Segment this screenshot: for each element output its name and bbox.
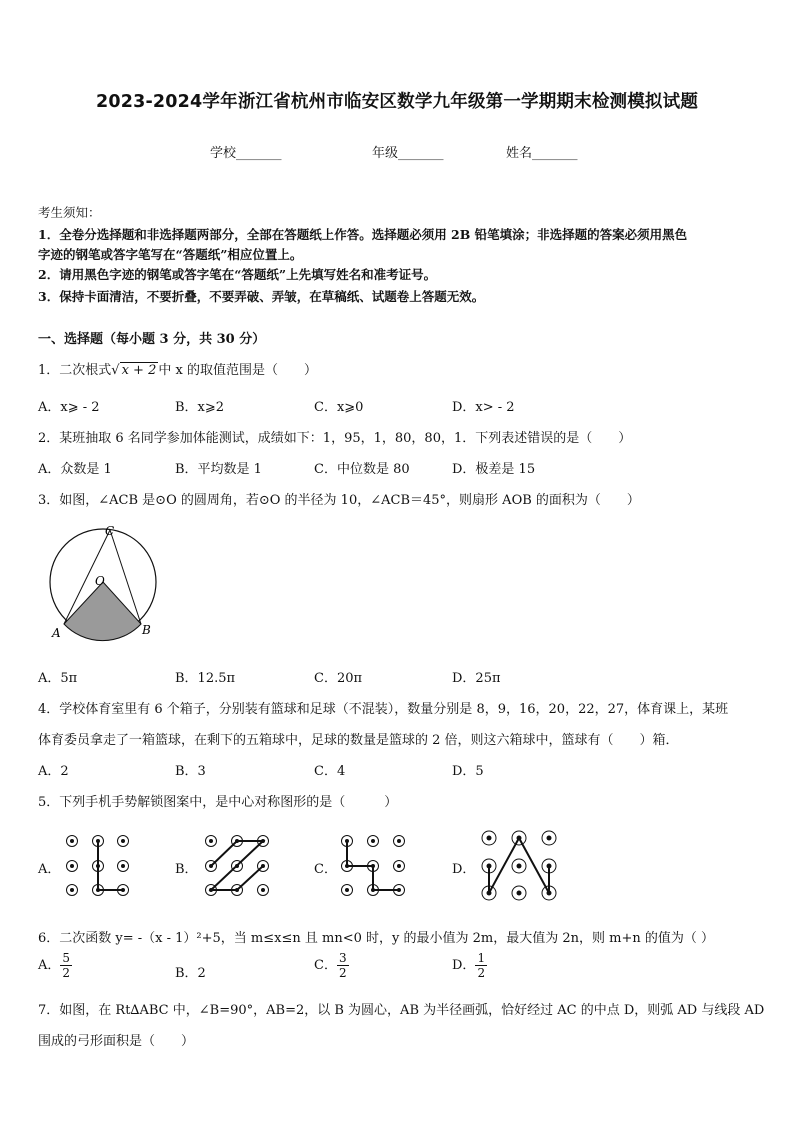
circle-figure <box>44 520 164 644</box>
q1-option-c: C．x⩾0 <box>314 400 364 415</box>
q1-prefix: 1．二次根式 <box>38 363 112 378</box>
notice-item-1-line-1: 1．全卷分选择题和非选择题两部分，全部在答题纸上作答。选择题必须用 2B 铅笔填涂；非选择题的答案必须用黑色 <box>38 227 688 242</box>
q2-option-b: B．平均数是 1 <box>175 462 262 477</box>
q6-option-c-label: C． <box>314 958 337 973</box>
unlock-pattern-a <box>62 830 132 900</box>
grade-field: 年级_______ <box>372 146 444 161</box>
q4-option-d: D．5 <box>452 764 484 779</box>
question-4-line-2: 体育委员拿走了一箱篮球，在剩下的五箱球中，足球的数量是篮球的 2 倍，则这六箱球中，篮球有（ ）箱． <box>38 733 679 748</box>
q3-option-b: B．12.5π <box>175 671 236 686</box>
question-7-line-1: 7．如图，在 Rt∆ABC 中，∠B=90°，AB=2，以 B 为圆心，AB 为半径画弧，恰好经过 AC 的中点 D，则弧 AD 与线段 AD <box>38 1003 765 1018</box>
page-title: 2023-2024学年浙江省杭州市临安区数学九年级第一学期期末检测模拟试题 <box>95 92 699 112</box>
q5-option-c-label: C． <box>314 862 337 877</box>
fraction-numerator: 5 <box>62 951 71 965</box>
sqrt-sign: √ <box>111 363 120 378</box>
q5-option-d-label: D． <box>452 862 476 877</box>
q6-option-d-fraction <box>475 951 487 980</box>
q6-option-d-label: D． <box>452 958 476 973</box>
q1-radicand: x + 2 <box>121 363 157 378</box>
q6-option-c-fraction <box>337 951 349 980</box>
q4-option-b: B．3 <box>175 764 206 779</box>
q5-option-b-label: B． <box>175 862 198 877</box>
question-3: 3．如图，∠ACB 是⊙O 的圆周角，若⊙O 的半径为 10，∠ACB＝45°，则扇形 AOB 的面积为（ ） <box>38 493 640 508</box>
question-2: 2．某班抽取 6 名同学参加体能测试，成绩如下：1，95，1，80，80，1．下列表述错误的是（ ） <box>38 431 632 446</box>
q6-option-d <box>452 951 487 980</box>
fraction-numerator: 1 <box>477 951 486 965</box>
q2-option-a: A．众数是 1 <box>38 462 112 477</box>
question-1 <box>38 359 317 378</box>
name-field: 姓名_______ <box>506 146 578 161</box>
q6-option-c <box>314 951 349 980</box>
unlock-pattern-c <box>337 830 409 900</box>
q4-option-c: C．4 <box>314 764 346 779</box>
label-c: C <box>105 524 115 538</box>
label-a: A <box>52 626 61 640</box>
q3-option-d: D．25π <box>452 671 501 686</box>
q3-option-a: A．5π <box>38 671 78 686</box>
q1-option-a: A．x⩾ - 2 <box>38 400 100 415</box>
school-field: 学校_______ <box>210 146 282 161</box>
label-b: B <box>142 623 151 637</box>
sector-aob <box>64 582 141 641</box>
label-o: O <box>95 574 105 588</box>
q6-option-a-label: A． <box>38 958 61 973</box>
section-heading: 一、选择题（每小题 3 分，共 30 分） <box>38 332 266 347</box>
fraction-denominator: 2 <box>338 966 347 980</box>
fraction-denominator: 2 <box>477 966 486 980</box>
question-6: 6．二次函数 y= -（x - 1）²+5，当 m≤x≤n 且 mn<0 时，y 的最小值为 2m，最大值为 2n，则 m+n 的值为（ ） <box>38 931 714 946</box>
unlock-pattern-b <box>201 830 273 900</box>
notice-item-2: 2．请用黑色字迹的钢笔或答字笔在“答题纸”上先填写姓名和准考证号。 <box>38 267 437 282</box>
q4-option-a: A．2 <box>38 764 69 779</box>
fraction-numerator: 3 <box>338 951 347 965</box>
q1-option-b: B．x⩾2 <box>175 400 225 415</box>
q6-option-a <box>38 951 72 980</box>
q5-option-a-label: A． <box>38 862 61 877</box>
notice-item-1-line-2: 字迹的钢笔或答字笔写在“答题纸”相应位置上。 <box>38 247 303 262</box>
q6-option-a-fraction <box>60 951 72 980</box>
q1-option-d: D．x> - 2 <box>452 400 515 415</box>
q2-option-c: C．中位数是 80 <box>314 462 410 477</box>
question-7-line-2: 围成的弓形面积是（ ） <box>38 1034 195 1049</box>
q6-option-b: B．2 <box>175 966 206 981</box>
q1-suffix: 中 x 的取值范围是（ ） <box>158 363 317 378</box>
unlock-pattern-d <box>477 826 557 904</box>
notice-heading: 考生须知： <box>38 205 101 220</box>
q2-option-d: D．极差是 15 <box>452 462 536 477</box>
notice-item-3: 3．保持卡面清洁，不要折叠，不要弄破、弄皱，在草稿纸、试题卷上答题无效。 <box>38 289 485 304</box>
q3-option-c: C．20π <box>314 671 363 686</box>
fraction-denominator: 2 <box>62 966 71 980</box>
question-5: 5．下列手机手势解锁图案中，是中心对称图形的是（ ） <box>38 795 398 810</box>
question-4-line-1: 4．学校体育室里有 6 个箱子，分别装有篮球和足球（不混装），数量分别是 8，9，16，20，22，27，体育课上，某班 <box>38 702 729 717</box>
